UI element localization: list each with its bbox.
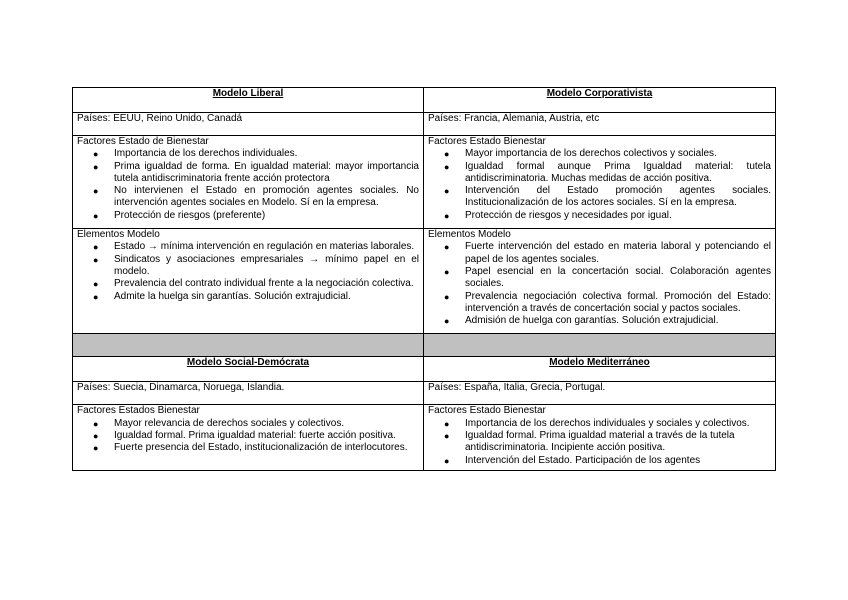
- list-item: ● Igualdad formal. Prima igualdad material a través de la tutela antidiscriminatoria. Incipiente acción positiva.: [444, 430, 735, 454]
- bullet-icon: ●: [444, 242, 450, 253]
- bullet-icon: ●: [444, 210, 450, 221]
- liberal-title: Modelo Liberal: [212, 88, 284, 99]
- socialdemocrata-factores-heading: Factores Estados Bienestar: [77, 405, 200, 417]
- list-item: ● Fuerte presencia del Estado, institucionalización de interlocutores.: [93, 442, 408, 454]
- bullet-icon: ●: [444, 161, 450, 172]
- bullet-icon: ●: [444, 186, 450, 197]
- list-item: ● Mayor relevancia de derechos sociales y colectivos.: [93, 417, 345, 429]
- mediterraneo-factores-heading: Factores Estado Bienestar: [428, 405, 546, 417]
- corporativista-elementos-list: [428, 241, 771, 327]
- bullet-icon: ●: [93, 242, 99, 253]
- list-item: ● Igualdad formal. Prima igualdad material: fuerte acción positiva.: [93, 430, 396, 442]
- socialdemocrata-factores-list: [77, 418, 419, 455]
- list-item: ● No intervienen el Estado en promoción agentes sociales. No intervención agentes sociales en Modelo. Sí en la empresa.: [93, 185, 419, 209]
- bullet-icon: ●: [93, 186, 99, 197]
- list-item: ● Mayor importancia de los derechos colectivos y sociales.: [444, 148, 717, 160]
- list-item: ● Importancia de los derechos individuales.: [93, 148, 298, 160]
- corporativista-factores-cell: [424, 136, 776, 229]
- liberal-paises: Países: EEUU, Reino Unido, Canadá: [73, 113, 424, 136]
- socialdemocrata-factores-cell: [73, 405, 424, 470]
- list-item: ● Protección de riesgos (preferente): [93, 209, 266, 221]
- mediterraneo-header: [424, 357, 776, 382]
- corporativista-elementos-cell: [424, 229, 776, 334]
- separator-row-left: [73, 334, 424, 357]
- list-item: ● Sindicatos y asociaciones empresariales → mínimo papel en el modelo.: [93, 253, 419, 277]
- bullet-icon: ●: [93, 418, 99, 429]
- bullet-icon: ●: [93, 279, 99, 290]
- mediterraneo-title: Modelo Mediterráneo: [549, 357, 650, 369]
- bullet-icon: ●: [444, 316, 450, 327]
- bullet-icon: ●: [444, 455, 450, 466]
- list-item: ● Prima igualdad de forma. En igualdad material: mayor importancia tutela antidiscriminatoria frente acción protectora: [93, 160, 419, 184]
- list-item: ● Admite la huelga sin garantías. Solución extrajudicial.: [93, 290, 351, 302]
- liberal-elementos-cell: [73, 229, 424, 334]
- list-item: ● Protección de riesgos y necesidades por igual.: [444, 209, 672, 221]
- bullet-icon: ●: [444, 418, 450, 429]
- bullet-icon: ●: [93, 161, 99, 172]
- corporativista-title: Modelo Corporativista: [546, 88, 653, 99]
- bullet-icon: ●: [93, 291, 99, 302]
- bullet-icon: ●: [93, 210, 99, 221]
- list-item: ● Intervención del Estado promoción agentes sociales. Institucionalización de los actores sociales. Sí en la empresa.: [444, 185, 771, 209]
- liberal-elementos-heading: Elementos Modelo: [77, 229, 160, 241]
- liberal-header: [73, 88, 424, 113]
- bullet-icon: ●: [444, 266, 450, 277]
- welfare-models-table: [72, 87, 776, 471]
- mediterraneo-factores-cell: [424, 405, 776, 470]
- bullet-icon: ●: [93, 149, 99, 160]
- bullet-icon: ●: [93, 431, 99, 442]
- corporativista-factores-list: [428, 148, 771, 222]
- socialdemocrata-title: Modelo Social-Demócrata: [186, 357, 310, 369]
- corporativista-header: [424, 88, 776, 113]
- list-item: ● Papel esencial en la concertación social. Colaboración agentes sociales.: [444, 265, 771, 290]
- bullet-icon: ●: [444, 291, 450, 302]
- list-item: ● Fuerte intervención del estado en materia laboral y potenciando el papel de los agentes sociales.: [444, 241, 771, 265]
- bullet-icon: ●: [93, 254, 99, 265]
- list-item: ● Admisión de huelga con garantías. Solución extrajudicial.: [444, 315, 719, 327]
- corporativista-paises: Países: Francia, Alemania, Austria, etc: [424, 113, 776, 136]
- corporativista-elementos-heading: Elementos Modelo: [428, 229, 511, 241]
- liberal-factores-list: [77, 148, 419, 222]
- bullet-icon: ●: [93, 443, 99, 454]
- liberal-elementos-list: [77, 241, 419, 302]
- list-item: ● Prevalencia del contrato individual frente a la negociación colectiva.: [93, 278, 414, 290]
- list-item: ● Prevalencia negociación colectiva formal. Promoción del Estado: intervención a través de concertación social y pactos sociales.: [444, 290, 771, 314]
- mediterraneo-factores-list: [428, 418, 771, 467]
- list-item: ● Importancia de los derechos individuales y sociales y colectivos.: [444, 417, 750, 429]
- mediterraneo-paises: Países: España, Italia, Grecia, Portugal.: [424, 382, 776, 405]
- bullet-icon: ●: [444, 431, 450, 442]
- liberal-factores-heading: Factores Estado de Bienestar: [77, 136, 209, 147]
- corporativista-factores-heading: Factores Estado Bienestar: [428, 136, 546, 147]
- liberal-factores-cell: [73, 136, 424, 229]
- bullet-icon: ●: [444, 149, 450, 160]
- socialdemocrata-header: [73, 357, 424, 382]
- list-item: ● Intervención del Estado. Participación de los agentes: [444, 454, 701, 466]
- list-item: ● Estado → mínima intervención en regulación en materias laborales.: [93, 241, 415, 253]
- list-item: ● Igualdad formal aunque Prima Igualdad material: tutela antidiscriminatoria. Muchas medidas de acción positiva.: [444, 160, 771, 184]
- separator-row-right: [424, 334, 776, 357]
- socialdemocrata-paises: Países: Suecia, Dinamarca, Noruega, Islandia.: [73, 382, 424, 405]
